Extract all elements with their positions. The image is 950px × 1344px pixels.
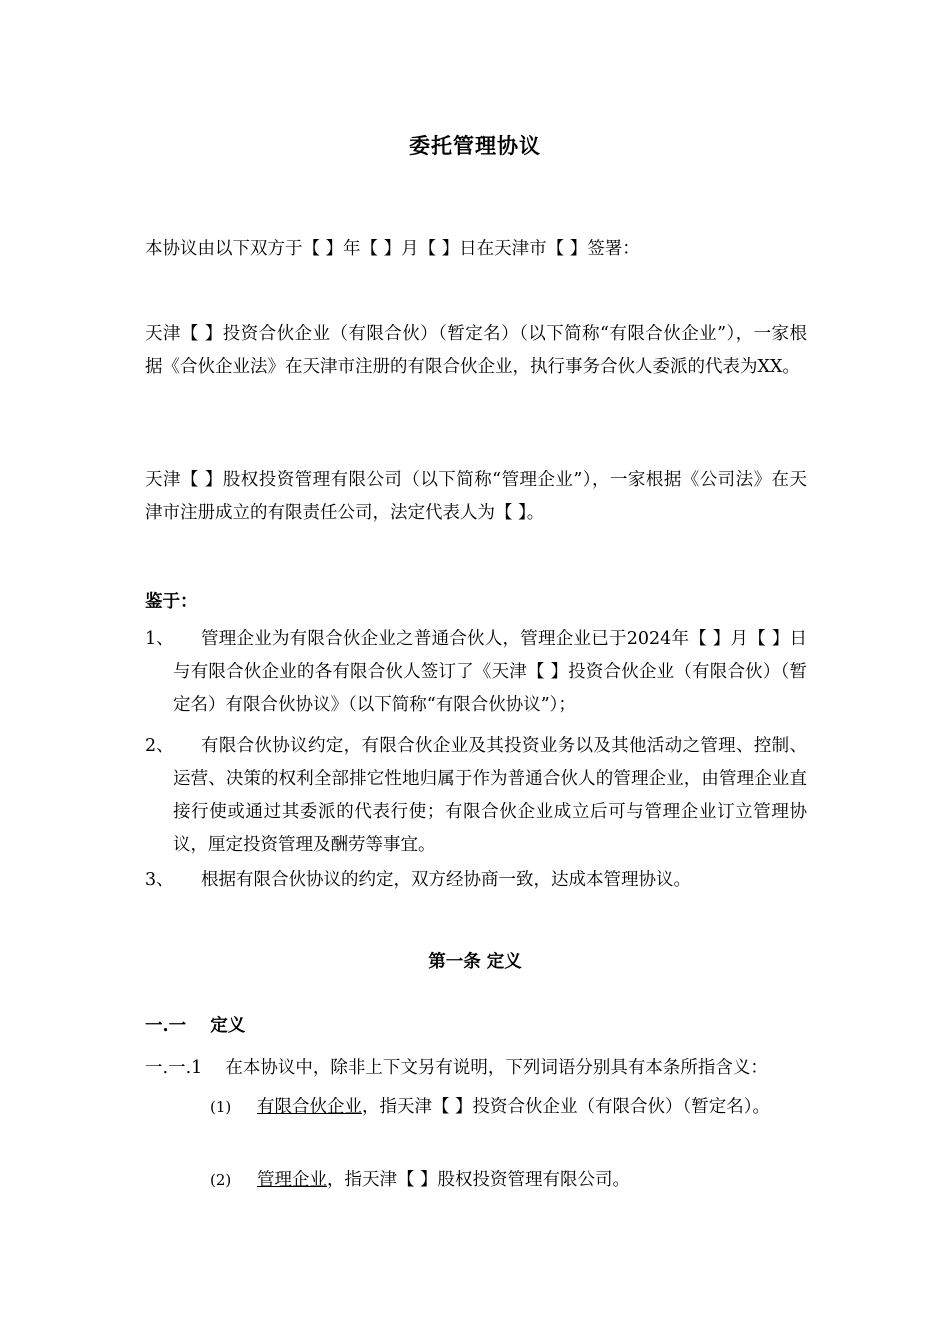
party-management-company: 天津【 】股权投资管理有限公司（以下简称“管理企业”），一家根据《公司法》在天津市注册成立的有限责任公司，法定代表人为【 】。 <box>145 470 807 523</box>
whereas-item-text: 有限合伙协议约定，有限合伙企业及其投资业务以及其他活动之管理、控制、运营、决策的权利全部排它性地归属于作为普通合伙人的管理企业，由管理企业直接行使或通过其委派的代表行使；有限合伙企业成立后可与管理企业订立管理协议，厘定投资管理及酬劳等事宜。 <box>173 736 807 855</box>
clause-text: 在本协议中，除非上下文另有说明，下列词语分别具有本条所指含义： <box>225 1058 768 1078</box>
definition-number: (2) <box>210 1171 232 1189</box>
definition-term: 管理企业 <box>257 1170 327 1190</box>
whereas-heading: 鉴于： <box>145 592 198 612</box>
definition-text: ，指天津【 】股权投资管理有限公司。 <box>327 1170 631 1190</box>
article-heading: 第一条 定义 <box>428 952 522 972</box>
definition-item <box>210 1164 807 1197</box>
section-heading <box>145 1012 245 1037</box>
clause <box>145 1054 768 1079</box>
document-title: 委托管理协议 <box>409 133 541 158</box>
section-label: 定义 <box>210 1016 246 1036</box>
definition-text: ，指天津【 】投资合伙企业（有限合伙）（暂定名）。 <box>362 1097 771 1117</box>
whereas-item <box>145 864 807 897</box>
section-number: 一.一 <box>145 1016 187 1036</box>
clause-number: 一.一.1 <box>145 1058 203 1078</box>
definition-number: (1) <box>210 1098 232 1116</box>
whereas-item-text: 管理企业为有限合伙企业之普通合伙人，管理企业已于2024年【 】月【 】日与有限合伙企业的各有限合伙人签订了《天津【 】投资合伙企业（有限合伙）（暂定名）有限合伙协议》（以下简称“有限合伙协议”）； <box>173 629 807 715</box>
whereas-item-number: 2、 <box>145 736 174 756</box>
party-limited-partnership: 天津【 】投资合伙企业（有限合伙）（暂定名）（以下简称“有限合伙企业”），一家根据《合伙企业法》在天津市注册的有限合伙企业，执行事务合伙人委派的代表为XX。 <box>145 324 807 377</box>
whereas-item <box>145 730 807 862</box>
whereas-item-number: 3、 <box>145 870 174 890</box>
whereas-item <box>145 623 807 722</box>
whereas-item-text: 根据有限合伙协议的约定，双方经协商一致，达成本管理协议。 <box>201 870 691 890</box>
definition-item <box>210 1091 807 1124</box>
intro-paragraph: 本协议由以下双方于【 】年【 】月【 】日在天津市【 】签署： <box>145 239 640 259</box>
definition-term: 有限合伙企业 <box>257 1097 362 1117</box>
whereas-item-number: 1、 <box>145 629 174 649</box>
